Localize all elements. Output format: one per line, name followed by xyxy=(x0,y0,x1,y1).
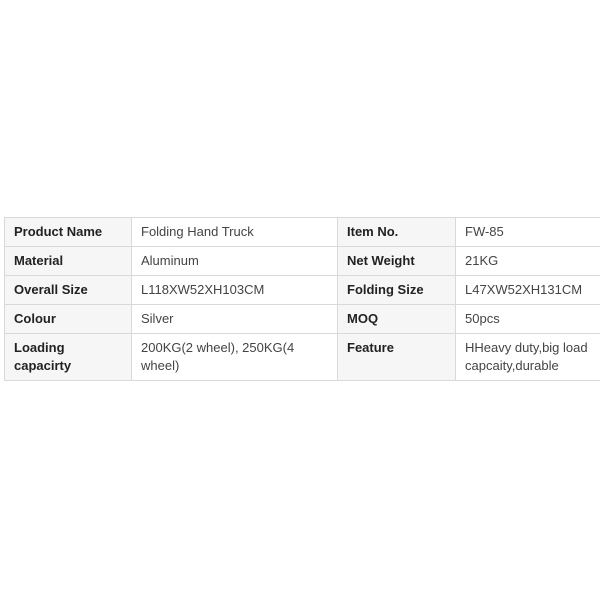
table-row xyxy=(5,305,600,334)
spec-label-folding-size: Folding Size xyxy=(338,276,456,305)
spec-value-loading-capacity: 200KG(2 wheel), 250KG(4 wheel) xyxy=(132,334,338,381)
spec-label-material: Material xyxy=(5,247,132,276)
spec-label-item-no: Item No. xyxy=(338,218,456,247)
spec-value-feature: HHeavy duty,big load capcaity,durable xyxy=(456,334,600,381)
spec-value-folding-size: L47XW52XH131CM xyxy=(456,276,600,305)
spec-value-colour: Silver xyxy=(132,305,338,334)
spec-label-feature: Feature xyxy=(338,334,456,381)
spec-label-loading-capacity: Loading capacirty xyxy=(5,334,132,381)
table-row xyxy=(5,247,600,276)
spec-value-item-no: FW-85 xyxy=(456,218,600,247)
spec-label-colour: Colour xyxy=(5,305,132,334)
spec-value-material: Aluminum xyxy=(132,247,338,276)
spec-label-product-name: Product Name xyxy=(5,218,132,247)
table-row xyxy=(5,276,600,305)
spec-value-overall-size: L118XW52XH103CM xyxy=(132,276,338,305)
spec-value-product-name: Folding Hand Truck xyxy=(132,218,338,247)
table-row xyxy=(5,334,600,381)
spec-label-overall-size: Overall Size xyxy=(5,276,132,305)
spec-value-moq: 50pcs xyxy=(456,305,600,334)
product-spec-table xyxy=(4,217,600,381)
spec-label-moq: MOQ xyxy=(338,305,456,334)
spec-value-net-weight: 21KG xyxy=(456,247,600,276)
table-row xyxy=(5,218,600,247)
spec-table-container xyxy=(4,217,600,381)
spec-label-net-weight: Net Weight xyxy=(338,247,456,276)
